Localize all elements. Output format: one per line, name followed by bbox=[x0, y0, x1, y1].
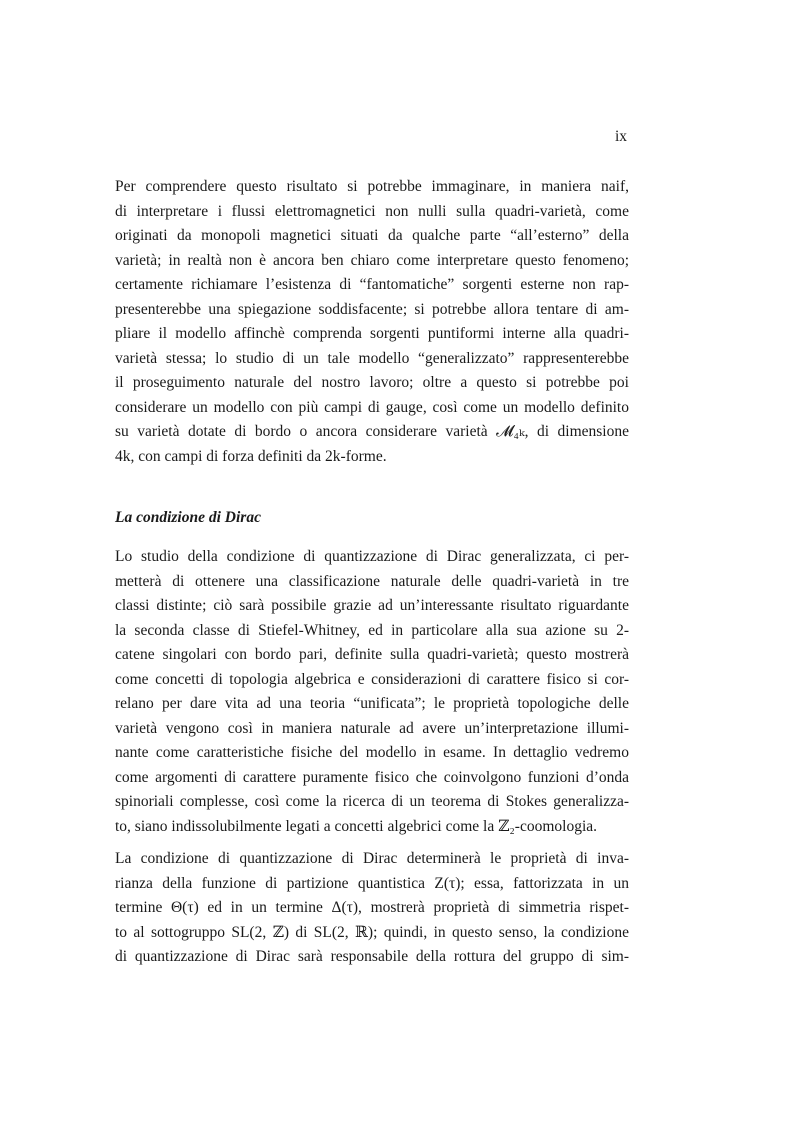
text-line: La condizione di quantizzazione di Dirac determinerà le proprietà di inva- bbox=[115, 850, 629, 867]
text-line: rianza della funzione di partizione quantistica Z(τ); essa, fattorizzata in un bbox=[115, 874, 629, 892]
text-line: il proseguimento naturale del nostro lavoro; oltre a questo si potrebbe poi bbox=[115, 374, 629, 391]
text-line: originati da monopoli magnetici situati da qualche parte “all’esterno” della bbox=[115, 227, 629, 244]
paragraph-dirac-condition bbox=[115, 545, 629, 839]
text-line: classi distinte; ciò sarà possibile grazie ad un’interessante risultato riguardante bbox=[115, 597, 629, 614]
text-line: metterà di ottenere una classificazione naturale delle quadri-varietà in tre bbox=[115, 572, 629, 590]
text-line: di interpretare i flussi elettromagnetici non nulli sulla quadri-varietà, come bbox=[115, 202, 629, 220]
text-line: varietà; in realtà non è ancora ben chiaro come interpretare questo fenomeno; bbox=[115, 251, 629, 269]
text-line: considerare un modello con più campi di gauge, così come un modello definito bbox=[115, 398, 629, 416]
text-line: come argomenti di carattere puramente fisico che coinvolgono funzioni d’onda bbox=[115, 768, 629, 786]
text-line: come concetti di topologia algebrica e considerazioni di carattere fisico si cor- bbox=[115, 670, 629, 688]
page-number: ix bbox=[614, 128, 627, 145]
text-line: catene singolari con bordo pari, definite sulla quadri-varietà; questo mostrerà bbox=[115, 646, 629, 663]
text-line: varietà vengono così in maniera naturale ad avere un’interpretazione illumi- bbox=[115, 719, 629, 737]
text-line: to al sottogruppo SL(2, ℤ) di SL(2, ℝ); quindi, in questo senso, la condizione bbox=[115, 923, 629, 941]
text-line: spinoriali complesse, così come la ricerca di un teorema di Stokes generalizza- bbox=[115, 793, 629, 810]
text-line: termine Θ(τ) ed in un termine Δ(τ), mostrerà proprietà di simmetria rispet- bbox=[115, 899, 629, 916]
text-line: Lo studio della condizione di quantizzazione di Dirac generalizzata, ci per- bbox=[115, 548, 629, 565]
paragraph-outlook bbox=[115, 175, 629, 469]
text-line: la seconda classe di Stiefel-Whitney, ed in particolare alla sua azione su 2- bbox=[115, 621, 629, 639]
text-line: to, siano indissolubilmente legati a concetti algebrici come la ℤ₂-coomologia. bbox=[115, 817, 598, 835]
text-line: varietà stessa; lo studio di un tale modello “generalizzato” rappresenterebbe bbox=[115, 349, 629, 367]
paragraph-quantization bbox=[115, 847, 629, 970]
text-line: presenterebbe una spiegazione soddisfacente; si potrebbe allora tentare di am- bbox=[115, 300, 629, 318]
text-line: Per comprendere questo risultato si potrebbe immaginare, in maniera naif, bbox=[115, 178, 629, 195]
text-line: certamente richiamare l’esistenza di “fantomatiche” sorgenti esterne non rap- bbox=[115, 276, 629, 293]
text-line: nante come caratteristiche fisiche del modello in esame. In dettaglio vedremo bbox=[115, 744, 629, 761]
text-line: su varietà dotate di bordo o ancora considerare varietà 𝓜₄ₖ, di dimensione bbox=[115, 423, 629, 440]
text-line: relano per dare vita ad una teoria “unificata”; le proprietà topologiche delle bbox=[115, 695, 629, 712]
text-line: di quantizzazione di Dirac sarà responsabile della rottura del gruppo di sim- bbox=[115, 948, 629, 965]
text-line: pliare il modello affinchè comprenda sorgenti puntiformi interne alla quadri- bbox=[115, 325, 629, 342]
section-heading: La condizione di Dirac bbox=[115, 509, 261, 526]
text-line: 4k, con campi di forza definiti da 2k-forme. bbox=[115, 447, 387, 465]
